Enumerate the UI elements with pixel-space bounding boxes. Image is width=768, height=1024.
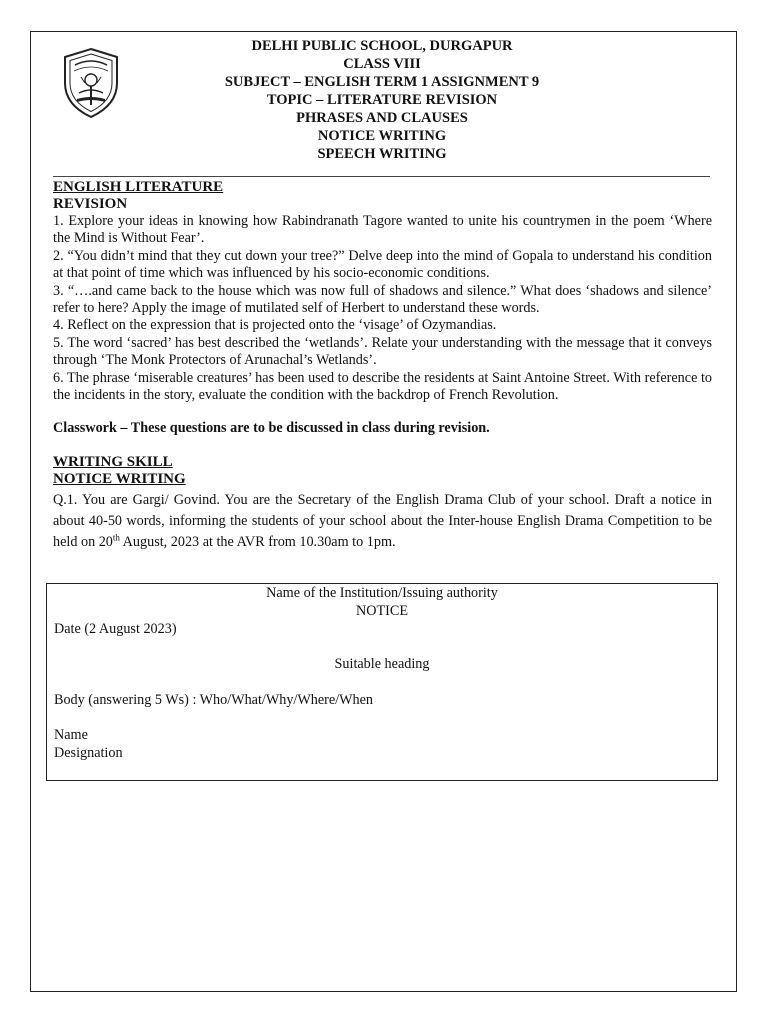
question-6: 6. The phrase ‘miserable creatures’ has been used to describe the residents at Saint Antoine Street. With reference to the incidents in the story, evaluate the condition with the backdrop of French Revolution. bbox=[53, 369, 712, 404]
class-label: CLASS VIII bbox=[343, 56, 421, 72]
notice-title: NOTICE bbox=[355, 603, 408, 619]
subject-line: SUBJECT – ENGLISH TERM 1 ASSIGNMENT 9 bbox=[224, 74, 540, 90]
notice-date: Date (2 August 2023) bbox=[54, 621, 177, 637]
section-heading-writing: WRITING SKILL bbox=[53, 453, 173, 470]
notice-heading: Suitable heading bbox=[334, 656, 430, 672]
school-name: DELHI PUBLIC SCHOOL, DURGAPUR bbox=[251, 38, 513, 54]
topic-phrases-clauses: PHRASES AND CLAUSES bbox=[296, 110, 468, 126]
notice-question-text: Q.1. You are Gargi/ Govind. You are the Secretary of the English Drama Club of your school. Draft a notice in about 40-50 words, informing the students of your school about the Inter-house English Drama Competition to be held on 20 bbox=[53, 491, 712, 550]
document-header bbox=[170, 37, 594, 163]
school-logo bbox=[61, 47, 121, 119]
header-divider bbox=[53, 176, 710, 177]
section-subheading-notice: NOTICE WRITING bbox=[53, 470, 186, 487]
notice-format-box bbox=[46, 583, 718, 781]
notice-body: Body (answering 5 Ws) : Who/What/Why/Where/When bbox=[54, 692, 373, 708]
notice-institution: Name of the Institution/Issuing authority bbox=[266, 585, 498, 601]
notice-question-tail: August, 2023 at the AVR from 10.30am to 1pm. bbox=[119, 533, 396, 550]
assignment-content bbox=[53, 179, 712, 553]
question-4: 4. Reflect on the expression that is projected onto the ‘visage’ of Ozymandias. bbox=[53, 317, 497, 334]
topic-line: TOPIC – LITERATURE REVISION bbox=[266, 92, 498, 108]
question-3: 3. “….and came back to the house which was now full of shadows and silence.” What does ‘shadows and silence’ refer to here? Apply the image of mutilated self of Herbert to understand these words. bbox=[53, 282, 712, 317]
classwork-note: Classwork – These questions are to be discussed in class during revision. bbox=[53, 420, 490, 437]
notice-name: Name bbox=[54, 727, 88, 743]
topic-notice-writing: NOTICE WRITING bbox=[317, 128, 447, 144]
notice-designation: Designation bbox=[54, 745, 123, 761]
notice-question-superscript: th bbox=[112, 532, 120, 543]
notice-question bbox=[53, 490, 712, 553]
topic-speech-writing: SPEECH WRITING bbox=[317, 146, 447, 162]
section-subheading-revision: REVISION bbox=[53, 196, 128, 212]
section-heading-literature: ENGLISH LITERATURE bbox=[53, 179, 224, 195]
question-5: 5. The word ‘sacred’ has best described the ‘wetlands’. Relate your understanding with the message that it conveys through ‘The Monk Protectors of Arunachal’s Wetlands’. bbox=[53, 334, 712, 369]
question-2: 2. “You didn’t mind that they cut down your tree?” Delve deep into the mind of Gopala to understand his condition at that point of time which was influenced by his socio-economic conditions. bbox=[53, 247, 712, 282]
question-1: 1. Explore your ideas in knowing how Rabindranath Tagore wanted to unite his countrymen in the poem ‘Where the Mind is Without Fear’. bbox=[53, 213, 712, 247]
